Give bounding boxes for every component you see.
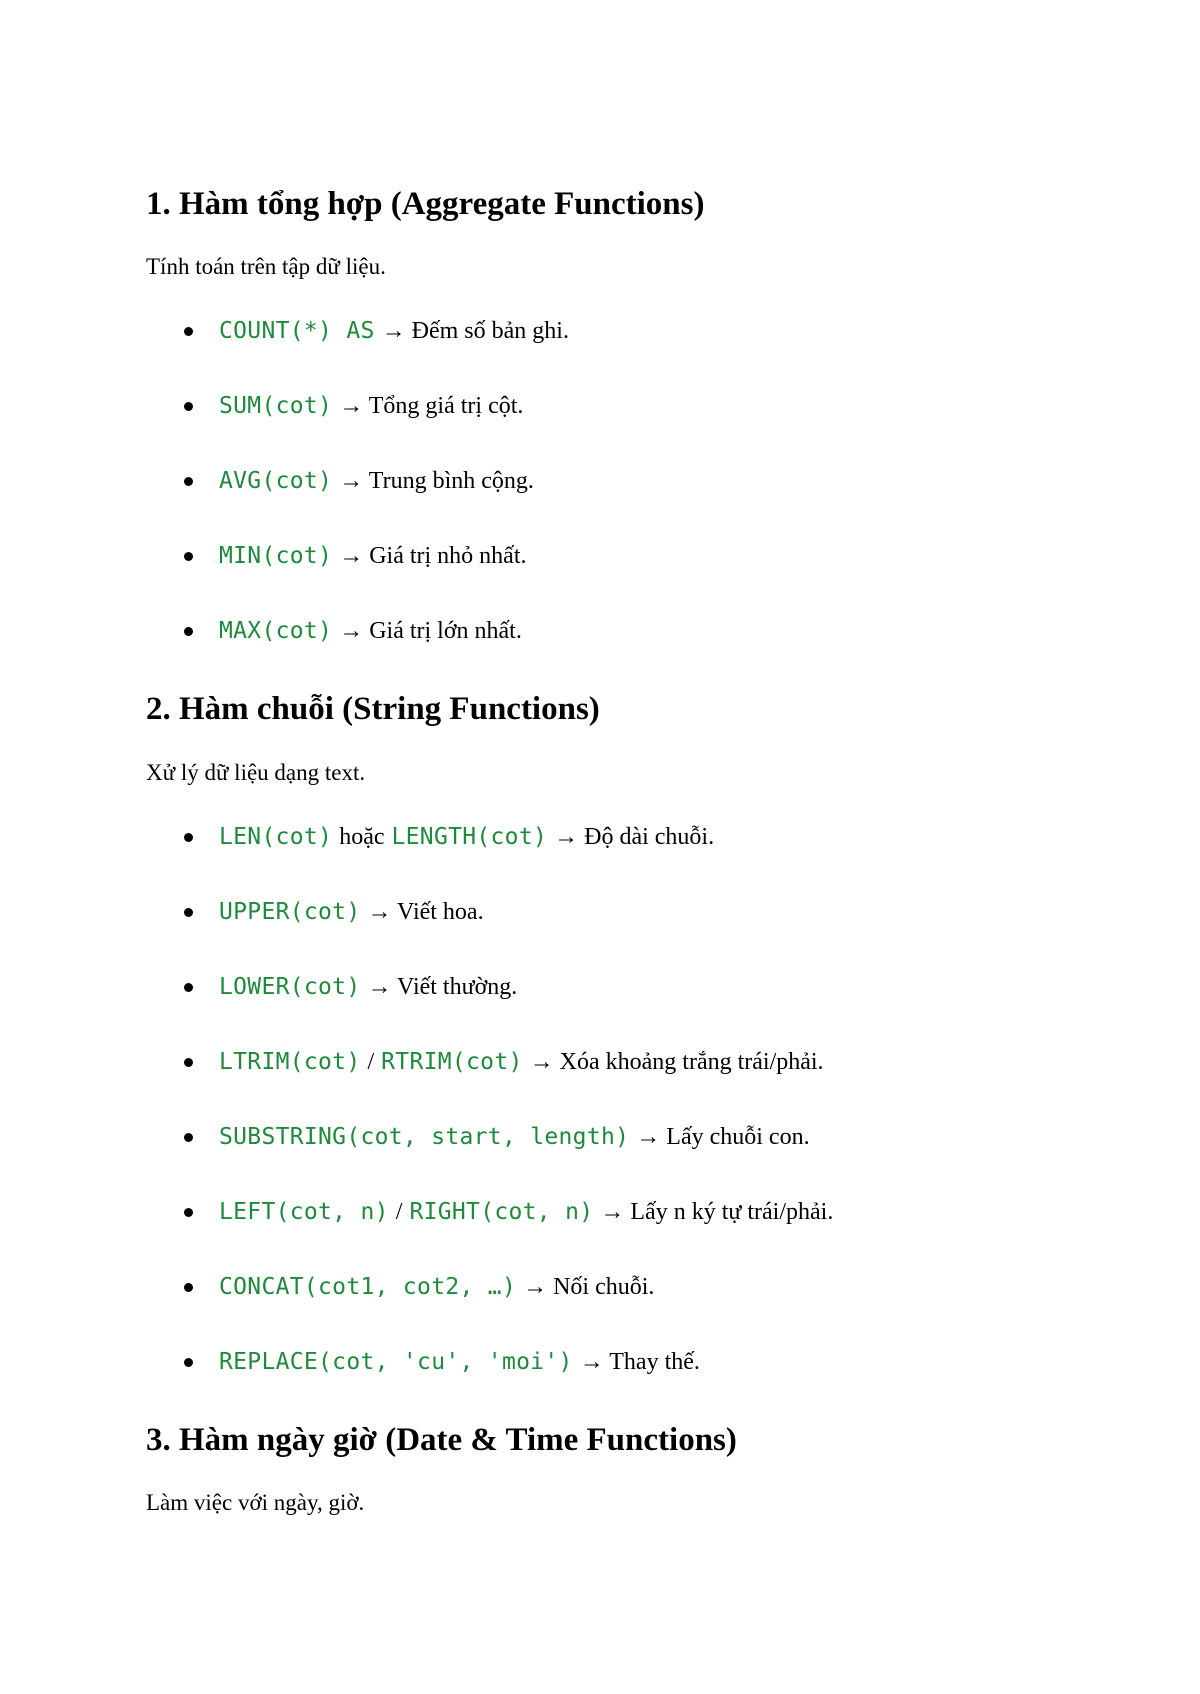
section-2-intro: Xử lý dữ liệu dạng text. (146, 760, 366, 785)
bullet-icon (184, 402, 193, 411)
section-1-heading: 1. Hàm tổng hợp (Aggregate Functions) (146, 186, 705, 222)
list-item (184, 540, 527, 572)
section-2-heading: 2. Hàm chuỗi (String Functions) (146, 691, 600, 727)
code-snippet: SUM(cot) (219, 393, 333, 419)
item-description: → Lấy n ký tự trái/phải. (600, 1198, 834, 1225)
item-description: → Viết thường. (367, 973, 518, 1000)
code-snippet: REPLACE(cot, 'cu', 'moi') (219, 1349, 573, 1375)
bullet-icon (184, 983, 193, 992)
item-connector: / (367, 1048, 375, 1075)
bullet-icon (184, 1058, 193, 1067)
list-item (184, 1121, 810, 1153)
code-snippet: LTRIM(cot) (219, 1049, 361, 1075)
code-snippet-alt: RIGHT(cot, n) (409, 1199, 594, 1225)
item-description: → Thay thế. (579, 1348, 700, 1375)
code-snippet: MIN(cot) (219, 543, 333, 569)
bullet-icon (184, 477, 193, 486)
code-snippet: LEFT(cot, n) (219, 1199, 389, 1225)
item-description: → Nối chuỗi. (523, 1273, 655, 1300)
item-connector: hoặc (339, 823, 385, 850)
item-description: → Xóa khoảng trắng trái/phải. (529, 1048, 824, 1075)
list-item (184, 1046, 824, 1078)
bullet-icon (184, 1358, 193, 1367)
item-description: → Giá trị lớn nhất. (339, 617, 522, 644)
code-snippet: LEN(cot) (219, 824, 333, 850)
list-item (184, 896, 484, 928)
list-item (184, 821, 714, 853)
section-1-intro: Tính toán trên tập dữ liệu. (146, 254, 386, 279)
code-snippet: COUNT(*) AS (219, 318, 375, 344)
bullet-icon (184, 1208, 193, 1217)
list-item (184, 465, 534, 497)
section-3-heading: 3. Hàm ngày giờ (Date & Time Functions) (146, 1422, 737, 1458)
list-item (184, 615, 522, 647)
bullet-icon (184, 833, 193, 842)
bullet-icon (184, 327, 193, 336)
list-item (184, 1271, 654, 1303)
item-description: → Giá trị nhỏ nhất. (339, 542, 527, 569)
item-description: → Độ dài chuỗi. (554, 823, 715, 850)
item-description: → Tổng giá trị cột. (339, 392, 524, 419)
list-item (184, 971, 517, 1003)
item-description: → Đếm số bản ghi. (381, 317, 569, 344)
code-snippet: UPPER(cot) (219, 899, 361, 925)
code-snippet-alt: RTRIM(cot) (381, 1049, 523, 1075)
list-item (184, 390, 523, 422)
list-item (184, 1196, 833, 1228)
item-description: → Viết hoa. (367, 898, 484, 925)
bullet-icon (184, 1283, 193, 1292)
list-item (184, 1346, 700, 1378)
code-snippet: SUBSTRING(cot, start, length) (219, 1124, 630, 1150)
bullet-icon (184, 552, 193, 561)
code-snippet: MAX(cot) (219, 618, 333, 644)
bullet-icon (184, 627, 193, 636)
code-snippet-alt: LENGTH(cot) (391, 824, 548, 850)
code-snippet: CONCAT(cot1, cot2, …) (219, 1274, 517, 1300)
bullet-icon (184, 1133, 193, 1142)
section-3-intro: Làm việc với ngày, giờ. (146, 1490, 365, 1515)
item-description: → Trung bình cộng. (339, 467, 534, 494)
item-connector: / (395, 1198, 403, 1225)
item-description: → Lấy chuỗi con. (636, 1123, 810, 1150)
bullet-icon (184, 908, 193, 917)
code-snippet: AVG(cot) (219, 468, 333, 494)
code-snippet: LOWER(cot) (219, 974, 361, 1000)
list-item (184, 315, 569, 347)
